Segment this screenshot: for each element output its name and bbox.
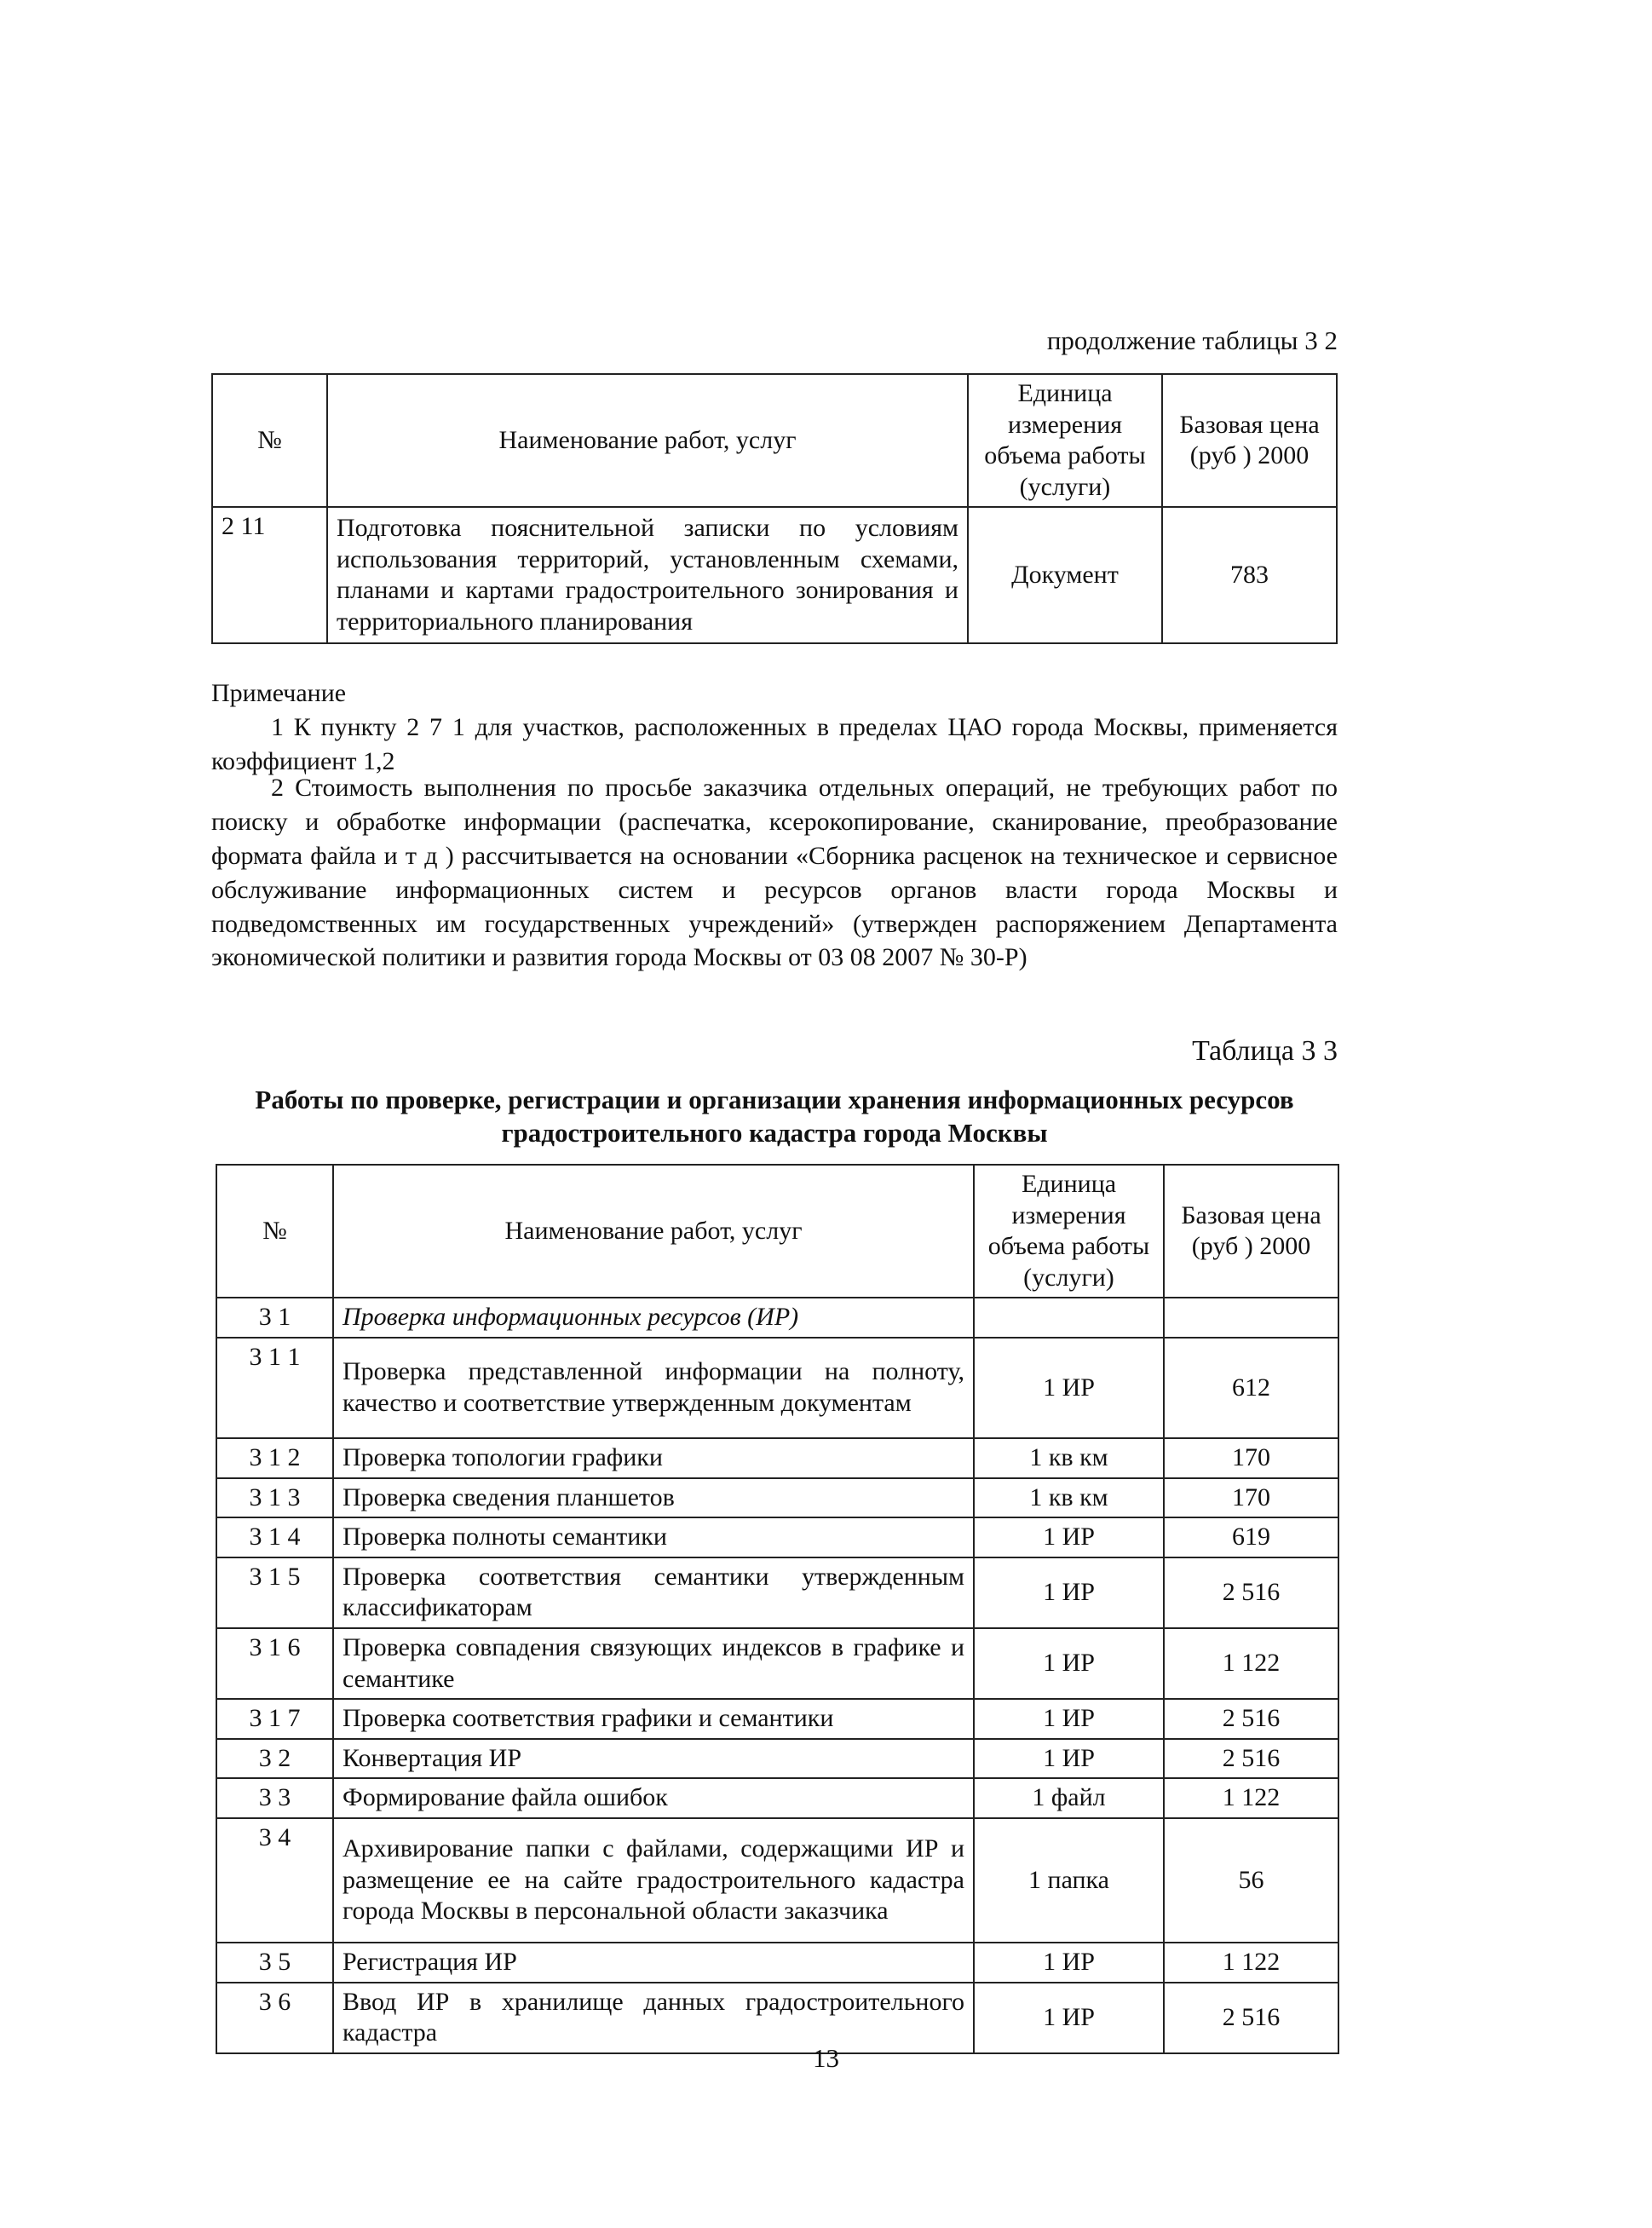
header-name: Наименование работ, услуг [333, 1165, 974, 1298]
row-unit [974, 1298, 1164, 1338]
header-price: Базовая цена (руб ) 2000 [1162, 374, 1337, 507]
table-row [216, 1739, 1338, 1779]
table-row [216, 1557, 1338, 1628]
row-name: Формирование файла ошибок [333, 1778, 974, 1818]
row-price: 2 516 [1164, 1739, 1338, 1779]
row-number: 3 2 [216, 1739, 333, 1779]
header-unit: Единица измерения объема работы (услуги) [974, 1165, 1164, 1298]
table-row [216, 1778, 1338, 1818]
row-number: 3 1 [216, 1298, 333, 1338]
row-name: Проверка топологии графики [333, 1438, 974, 1478]
row-price: 2 516 [1164, 1699, 1338, 1739]
header-unit: Единица измерения объема работы (услуги) [968, 374, 1162, 507]
row-price: 619 [1164, 1517, 1338, 1557]
row-name: Проверка сведения планшетов [333, 1478, 974, 1518]
row-number: 3 1 5 [216, 1557, 333, 1628]
row-price: 1 122 [1164, 1628, 1338, 1699]
row-number: 3 1 7 [216, 1699, 333, 1739]
row-price: 2 516 [1164, 1983, 1338, 2053]
row-price [1164, 1298, 1338, 1338]
row-price: 56 [1164, 1818, 1338, 1943]
table-header-row [212, 374, 1337, 507]
row-number: 3 1 1 [216, 1338, 333, 1438]
row-name: Подготовка пояснительной записки по условиям использования территорий, установленным схемами, планами и картами градостроительного зонирования и территориального планирования [327, 507, 968, 643]
table-3-2-continuation [211, 373, 1338, 644]
row-unit: 1 кв км [974, 1438, 1164, 1478]
row-price: 170 [1164, 1478, 1338, 1518]
header-number: № [216, 1165, 333, 1298]
row-price: 1 122 [1164, 1943, 1338, 1983]
row-number: 3 1 2 [216, 1438, 333, 1478]
row-name: Проверка соответствия графики и семантики [333, 1699, 974, 1739]
row-unit: 1 ИР [974, 1983, 1164, 2053]
note-item-2: 2 Стоимость выполнения по просьбе заказчика отдельных операций, не требующих работ по поиску и обработке информации (распечатка, ксерокопирование, сканирование, преобразование формата файла и т д ) рассчитывается на основании «Сборника расценок на техническое и сервисное обслуживание информационных систем и ресурсов органов власти города Москвы и подведомственных им государственных учреждений» (утвержден распоряжением Департамента экономической политики и развития города Москвы от 03 08 2007 № 30-Р) [211, 774, 1338, 972]
table-header-row [216, 1165, 1338, 1298]
row-unit: 1 ИР [974, 1557, 1164, 1628]
row-number: 3 6 [216, 1983, 333, 2053]
row-price: 1 122 [1164, 1778, 1338, 1818]
row-unit: 1 ИР [974, 1699, 1164, 1739]
table-3-3 [216, 1164, 1339, 2054]
row-name: Проверка соответствия семантики утвержденным классификаторам [333, 1557, 974, 1628]
row-number: 3 1 3 [216, 1478, 333, 1518]
row-unit: 1 ИР [974, 1943, 1164, 1983]
table-heading: Работы по проверке, регистрации и организации хранения информационных ресурсов градостроительного кадастра города Москвы [255, 1085, 1294, 1148]
note-item-1: 1 К пункту 2 7 1 для участков, расположенных в пределах ЦАО города Москвы, применяется коэффициент 1,2 [211, 713, 1338, 775]
row-number: 3 5 [216, 1943, 333, 1983]
row-name: Конвертация ИР [333, 1739, 974, 1779]
row-number: 3 3 [216, 1778, 333, 1818]
header-number: № [212, 374, 327, 507]
table-row [216, 1699, 1338, 1739]
page-number: 13 [813, 2043, 839, 2073]
header-price: Базовая цена (руб ) 2000 [1164, 1165, 1338, 1298]
row-unit: Документ [968, 507, 1162, 643]
row-price: 612 [1164, 1338, 1338, 1438]
row-unit: 1 ИР [974, 1517, 1164, 1557]
table-row [216, 1517, 1338, 1557]
table-row [216, 1818, 1338, 1943]
row-name: Проверка представленной информации на полноту, качество и соответствие утвержденным документам [333, 1338, 974, 1438]
row-price: 170 [1164, 1438, 1338, 1478]
row-name: Проверка информационных ресурсов (ИР) [333, 1298, 974, 1338]
row-unit: 1 ИР [974, 1338, 1164, 1438]
row-name: Проверка полноты семантики [333, 1517, 974, 1557]
row-number: 3 1 4 [216, 1517, 333, 1557]
table-row [216, 1943, 1338, 1983]
row-price: 2 516 [1164, 1557, 1338, 1628]
table-row [216, 1478, 1338, 1518]
row-number: 2 11 [212, 507, 327, 643]
table-row [216, 1338, 1338, 1438]
row-unit: 1 кв км [974, 1478, 1164, 1518]
row-name: Проверка совпадения связующих индексов в графике и семантике [333, 1628, 974, 1699]
note-title: Примечание [211, 679, 347, 707]
row-price: 783 [1162, 507, 1337, 643]
row-unit: 1 папка [974, 1818, 1164, 1943]
table-row [216, 1298, 1338, 1338]
row-unit: 1 ИР [974, 1739, 1164, 1779]
table-row [216, 1438, 1338, 1478]
row-name: Архивирование папки с файлами, содержащими ИР и размещение ее на сайте градостроительного кадастра города Москвы в персональной области заказчика [333, 1818, 974, 1943]
table-body [216, 1298, 1338, 2052]
row-unit: 1 файл [974, 1778, 1164, 1818]
row-unit: 1 ИР [974, 1628, 1164, 1699]
row-name: Ввод ИР в хранилище данных градостроительного кадастра [333, 1983, 974, 2053]
table-caption: Таблица 3 3 [1192, 1035, 1338, 1067]
table-row [216, 1628, 1338, 1699]
row-name: Регистрация ИР [333, 1943, 974, 1983]
table-row [212, 507, 1337, 643]
row-number: 3 4 [216, 1818, 333, 1943]
table-continuation-caption: продолжение таблицы 3 2 [1046, 325, 1338, 355]
row-number: 3 1 6 [216, 1628, 333, 1699]
header-name: Наименование работ, услуг [327, 374, 968, 507]
